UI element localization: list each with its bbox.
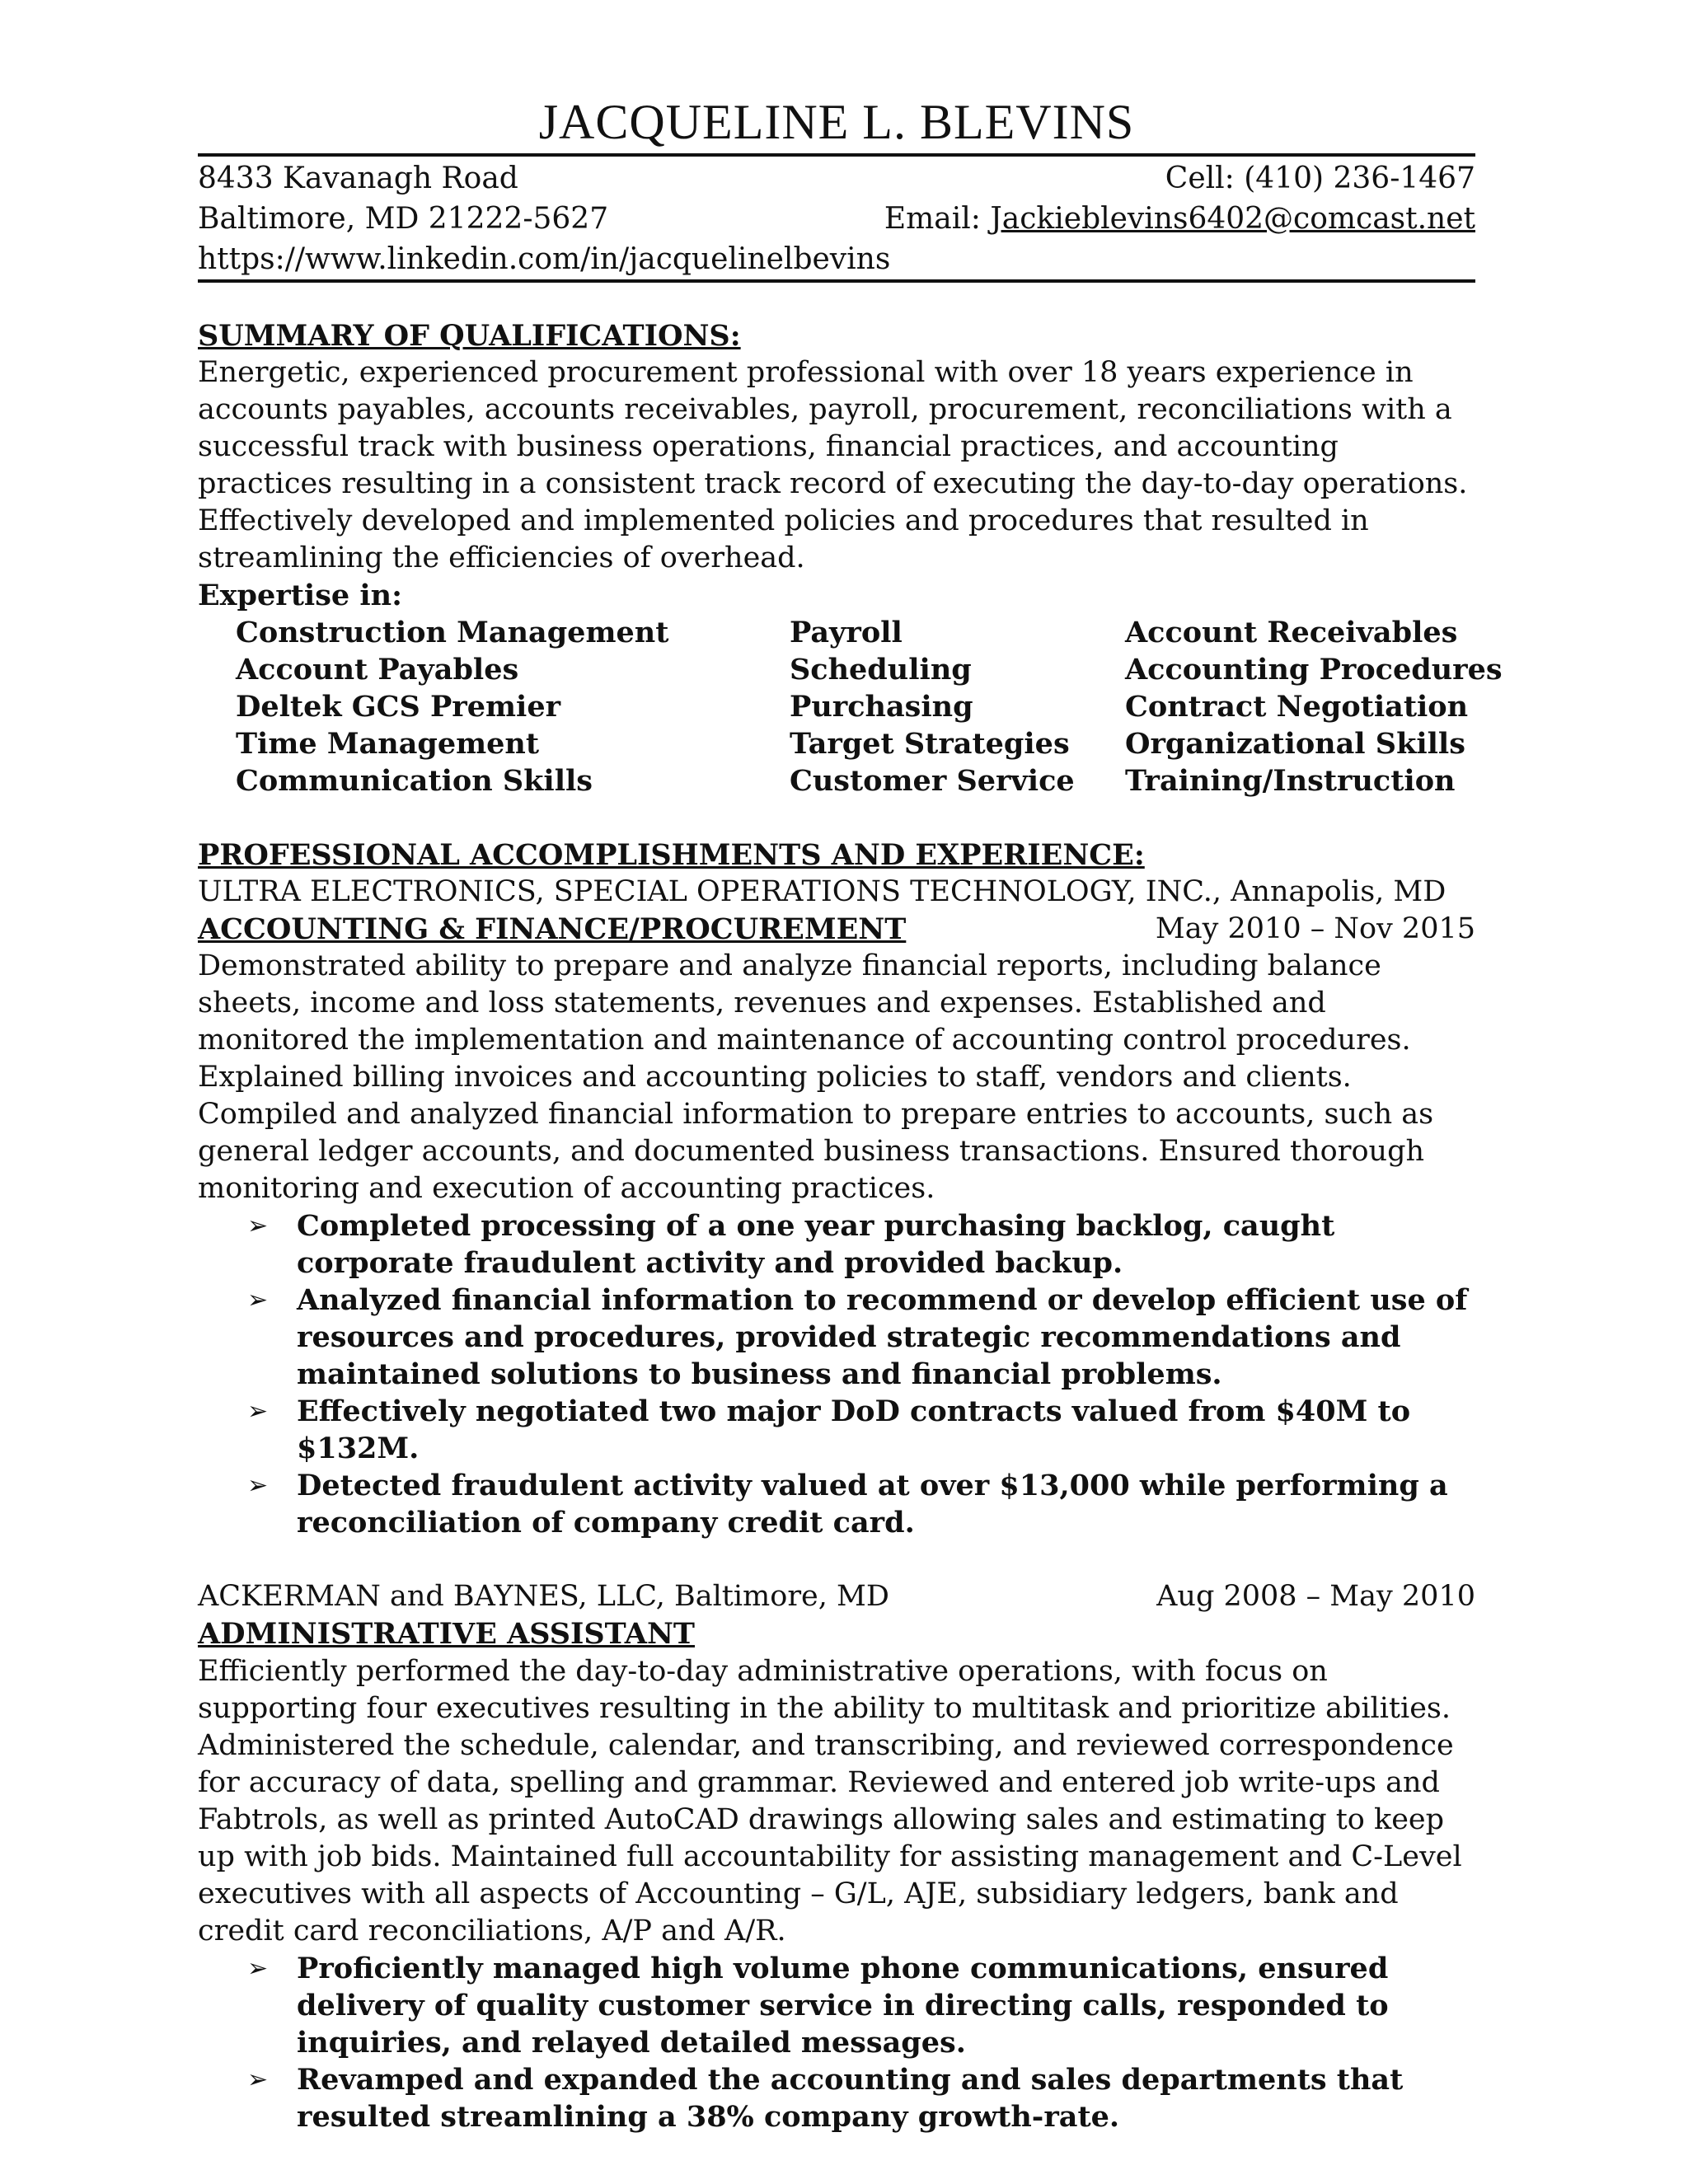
expertise-item: Purchasing (790, 690, 973, 724)
contact-row-3 (198, 239, 1475, 279)
bullet-text: Revamped and expanded the accounting and sales departments that resulted streamlining a 38% company growth-rate. (297, 2063, 1404, 2134)
job-bullets (198, 1207, 1475, 1541)
job-title: ADMINISTRATIVE ASSISTANT (198, 1617, 695, 1651)
expertise-item: Communication Skills (236, 764, 593, 798)
expertise-item: Target Strategies (790, 727, 1070, 761)
expertise-grid (198, 614, 1503, 799)
bullet-text: Effectively negotiated two major DoD contracts valued from $40M to $132M. (297, 1394, 1411, 1465)
expertise-item: Construction Management (236, 616, 669, 649)
contact-row-1 (198, 158, 1475, 199)
expertise-item: Deltek GCS Premier (236, 690, 561, 724)
list-item (247, 1207, 1475, 1282)
job-ultra-electronics (198, 874, 1475, 1541)
expertise-item: Time Management (236, 727, 540, 761)
experience-section (198, 837, 1475, 2135)
expertise-item: Payroll (790, 616, 903, 649)
job-dates: Aug 2008 – May 2010 (1156, 1580, 1475, 1613)
address-line-1: 8433 Kavanagh Road (198, 162, 518, 195)
expertise-item: Training/Instruction (1125, 764, 1456, 798)
list-item (247, 1393, 1475, 1467)
job-title: ACCOUNTING & FINANCE/PROCUREMENT (198, 912, 907, 946)
arrowhead-bullet-icon: ➢ (247, 1954, 269, 1983)
email-label: Email: (884, 202, 991, 236)
expertise-item: Organizational Skills (1125, 727, 1465, 761)
address-line-2: Baltimore, MD 21222-5627 (198, 202, 609, 236)
experience-heading: PROFESSIONAL ACCOMPLISHMENTS AND EXPERIENCE: (198, 838, 1145, 872)
list-item (247, 1282, 1475, 1393)
arrowhead-bullet-icon: ➢ (247, 1471, 269, 1500)
bullet-text: Completed processing of a one year purchasing backlog, caught corporate fraudulent activity and provided backup. (297, 1209, 1335, 1280)
job-description: Demonstrated ability to prepare and analyze financial reports, including balance sheets, income and loss statements, revenues and expenses. Established and monitored the implementation and maintenance of accounting control procedures. Explained billing invoices and accounting policies to staff, vendors and clients. Compiled and analyzed financial information to prepare entries to accounts, such as general ledger accounts, and documented business transactions. Ensured thorough monitoring and execution of accounting practices. (198, 949, 1434, 1205)
expertise-item: Accounting Procedures (1125, 653, 1503, 687)
expertise-item: Account Receivables (1125, 616, 1458, 649)
job-title-row (198, 911, 1475, 948)
expertise-item: Account Payables (236, 653, 519, 687)
job-ackerman-baynes (198, 1578, 1475, 2135)
email-link[interactable]: Jackieblevins6402@comcast.net (990, 202, 1475, 236)
bullet-text: Detected fraudulent activity valued at over $13,000 while performing a reconciliation of company credit card. (297, 1469, 1448, 1540)
cell-phone: Cell: (410) 236-1467 (1165, 162, 1475, 195)
linkedin-url[interactable]: https://www.linkedin.com/in/jacquelinelbevins (198, 242, 891, 276)
expertise-item: Scheduling (790, 653, 972, 687)
list-item (247, 2061, 1475, 2135)
contact-block (198, 157, 1475, 279)
summary-section (198, 317, 1503, 799)
company-name: ACKERMAN and BAYNES, LLC, Baltimore, MD (198, 1580, 889, 1613)
email-field (884, 199, 1475, 239)
job-dates: May 2010 – Nov 2015 (1155, 912, 1475, 945)
company-name: ULTRA ELECTRONICS, SPECIAL OPERATIONS TECHNOLOGY, INC., Annapolis, MD (198, 875, 1447, 908)
candidate-name: JACQUELINE L. BLEVINS (538, 95, 1135, 149)
expertise-item: Customer Service (790, 764, 1075, 798)
arrowhead-bullet-icon: ➢ (247, 1286, 269, 1315)
contact-row-2 (198, 199, 1475, 239)
job-bullets (198, 1950, 1475, 2135)
arrowhead-bullet-icon: ➢ (247, 1397, 269, 1426)
arrowhead-bullet-icon: ➢ (247, 1212, 269, 1240)
expertise-item: Contract Negotiation (1125, 690, 1469, 724)
resume-page (198, 91, 1503, 2135)
summary-text: Energetic, experienced procurement professional with over 18 years experience in accounts payables, accounts receivables, payroll, procurement, reconciliations with a successful track with business operations, financial practices, and accounting practices resulting in a consistent track record of executing the day-to-day operations. Effectively developed and implemented policies and procedures that resulted in streamlining the efficiencies of overhead. (198, 356, 1468, 574)
summary-heading: SUMMARY OF QUALIFICATIONS: (198, 319, 741, 353)
expertise-label: Expertise in: (198, 579, 403, 612)
company-row (198, 1578, 1475, 1615)
job-description: Efficiently performed the day-to-day administrative operations, with focus on supporting four executives resulting in the ability to multitask and prioritize abilities. Administered the schedule, calendar, and transcribing, and reviewed correspondence for accuracy of data, spelling and grammar. Reviewed and entered job write-ups and Fabtrols, as well as printed AutoCAD drawings allowing sales and estimating to keep up with job bids. Maintained full accountability for assisting management and C-Level executives with all aspects of Accounting – G/L, AJE, subsidiary ledgers, bank and credit card reconciliations, A/P and A/R. (198, 1655, 1462, 1947)
list-item (247, 1467, 1475, 1541)
bullet-text: Analyzed financial information to recommend or develop efficient use of resources and procedures, provided strategic recommendations and maintained solutions to business and financial problems. (297, 1283, 1468, 1391)
list-item (247, 1950, 1475, 2061)
arrowhead-bullet-icon: ➢ (247, 2065, 269, 2094)
bullet-text: Proficiently managed high volume phone communications, ensured delivery of quality customer service in directing calls, responded to inquiries, and relayed detailed messages. (297, 1952, 1389, 2060)
